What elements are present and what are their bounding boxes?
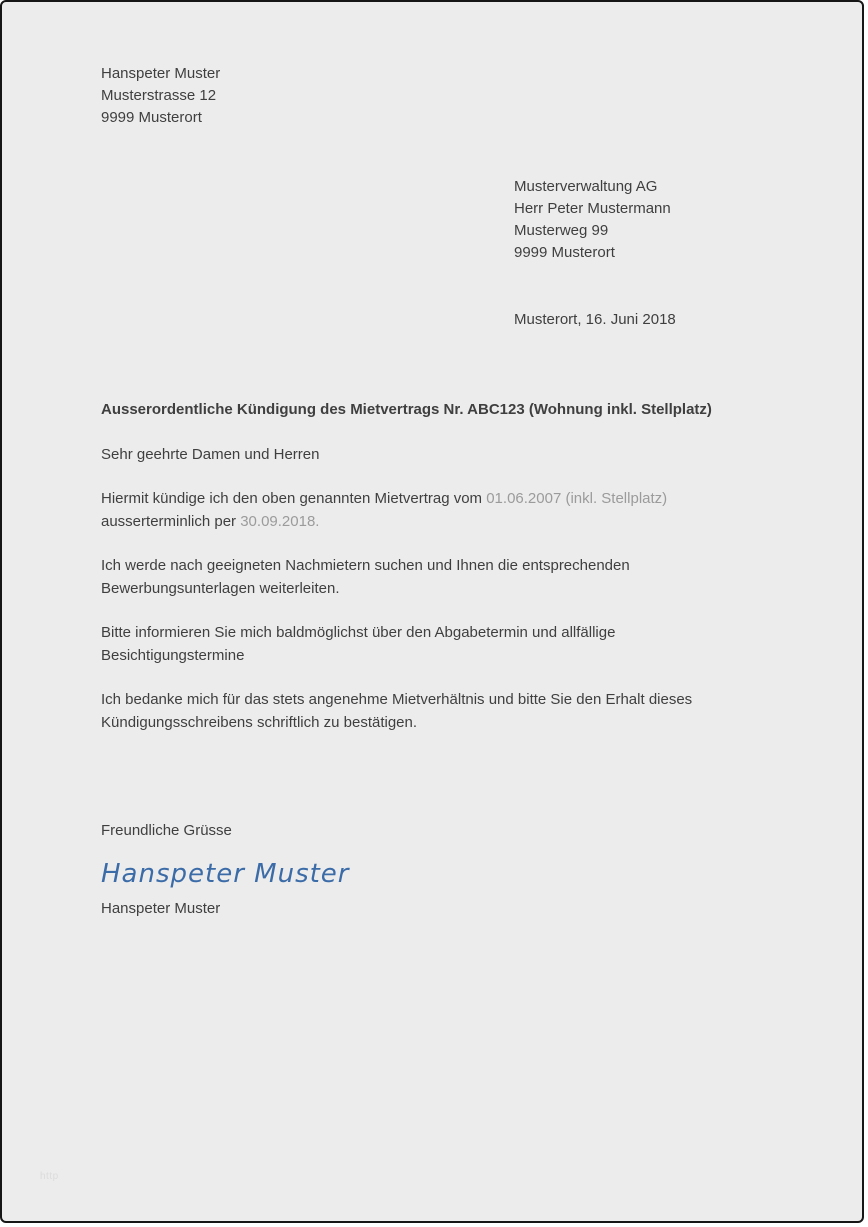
subject-line: Ausserordentliche Kündigung des Mietvertrags Nr. ABC123 (Wohnung inkl. Stellplatz) bbox=[101, 401, 712, 418]
letter-content bbox=[101, 63, 761, 920]
recipient-address bbox=[514, 176, 761, 264]
paragraph-successor-tenants: Ich werde nach geeigneten Nachmietern suchen und Ihnen die entsprechenden Bewerbungsunterlagen weiterleiten. bbox=[101, 557, 630, 597]
sender-address bbox=[101, 63, 761, 129]
signer-name: Hanspeter Muster bbox=[101, 900, 221, 917]
paragraph-handover-info: Bitte informieren Sie mich baldmöglichst über den Abgabetermin und allfällige Besichtigungstermine bbox=[101, 624, 616, 664]
closing: Freundliche Grüsse bbox=[101, 822, 232, 839]
handwritten-signature: Hanspeter Muster bbox=[101, 859, 350, 889]
paragraph-termination bbox=[101, 487, 761, 533]
recipient-city: 9999 Musterort bbox=[514, 244, 615, 261]
recipient-name: Herr Peter Mustermann bbox=[514, 200, 671, 217]
recipient-street: Musterweg 99 bbox=[514, 222, 609, 239]
paragraph-termination-text-1: Hiermit kündige ich den oben genannten Mietvertrag vom bbox=[101, 490, 487, 507]
termination-date: 30.09.2018. bbox=[240, 513, 320, 530]
contract-start-date: 01.06.2007 (inkl. Stellplatz) bbox=[486, 490, 668, 507]
paragraph-termination-text-2: ausserterminlich per bbox=[101, 513, 241, 530]
paragraph-thanks: Ich bedanke mich für das stets angenehme Mietverhältnis und bitte Sie den Erhalt dieses Kündigungsschreibens schriftlich zu bestätigen. bbox=[101, 691, 693, 731]
salutation: Sehr geehrte Damen und Herren bbox=[101, 446, 320, 463]
recipient-company: Musterverwaltung AG bbox=[514, 178, 658, 195]
date-line: Musterort, 16. Juni 2018 bbox=[514, 311, 676, 328]
sender-street: Musterstrasse 12 bbox=[101, 87, 217, 104]
watermark-text: http bbox=[40, 1171, 59, 1182]
sender-city: 9999 Musterort bbox=[101, 109, 202, 126]
sender-name: Hanspeter Muster bbox=[101, 65, 221, 82]
